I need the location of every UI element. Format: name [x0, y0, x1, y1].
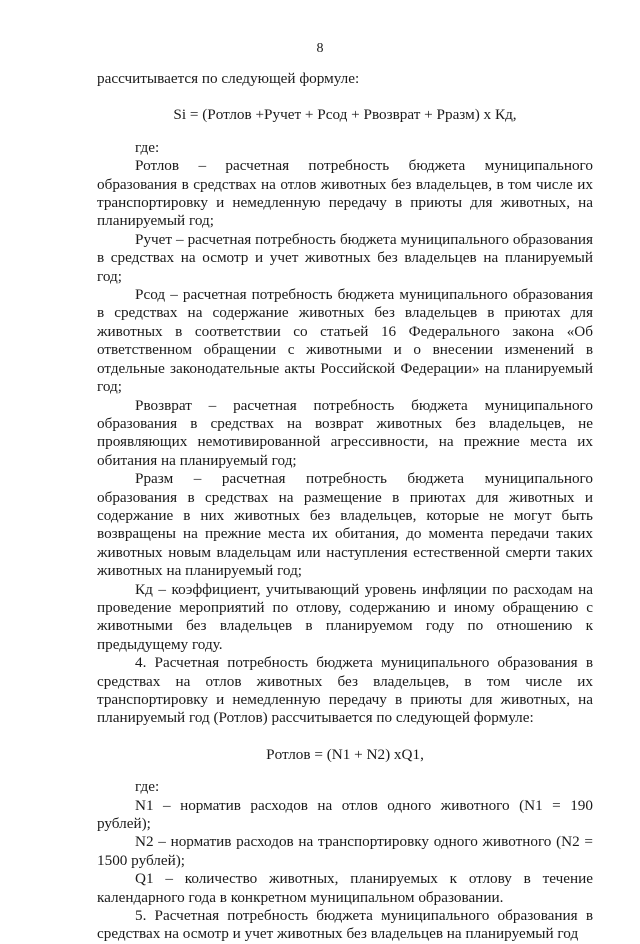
definition-q1: Q1 – количество животных, планируемых к отлову в течение календарного года в конкретном муниципальном образовании.: [97, 870, 593, 906]
definition-kd: Кд – коэффициент, учитывающий уровень инфляции по расходам на проведение мероприятий по отлову, содержанию и иному обращению с животными без владельцев в планируемом году по отношению к предыдущему году.: [97, 580, 593, 653]
definition-p-sod: Pсод – расчетная потребность бюджета муниципального образования в средствах на содержание животных без владельцев в приютах для животных в соответствии со статьей 16 Федерального закона «Об ответственном обращении с животными и о внесении изменений в отдельные законодательные акты Российской Федерации» на планируемый год;: [97, 286, 593, 396]
document-body: [97, 70, 593, 944]
formula-p-otlov: Pотлов = (N1 + N2) xQ1,: [266, 745, 424, 763]
definition-n2: N2 – норматив расходов на транспортировку одного животного (N2 = 1500 рублей);: [97, 833, 593, 869]
definition-p-otlov: Ротлов – расчетная потребность бюджета муниципального образования в средствах на отлов животных без владельцев, в том числе их транспортировку и немедленную передачу в приюты для животных, на планируемый год;: [97, 157, 593, 230]
clause-4: 4. Расчетная потребность бюджета муниципального образования в средствах на отлов животных без владельцев, в том числе их транспортировку и немедленную передачу в приюты для животных, на планируемый год (Ротлов) рассчитывается по следующей формуле:: [97, 654, 593, 727]
clause-5: 5. Расчетная потребность бюджета муниципального образования в средствах на осмотр и учет животных без владельцев на планируемый год: [97, 907, 593, 943]
intro-line: рассчитывается по следующей формуле:: [97, 70, 360, 87]
definition-p-vozvrat: Pвозврат – расчетная потребность бюджета муниципального образования в средствах на возврат животных без владельцев, не проявляющих немотивированной агрессивности, на прежние места их обитания на планируемый год;: [97, 396, 593, 469]
definition-p-uchet: Pучет – расчетная потребность бюджета муниципального образования в средствах на осмотр и учет животных без владельцев на планируемый год;: [97, 230, 593, 285]
formula-si: Si = (Pотлов +Pучет + Pсод + Pвозврат + Pразм) x Кд,: [173, 106, 517, 124]
definition-p-razm: Pразм – расчетная потребность бюджета муниципального образования в средствах на размещение в приютах для животных и содержание в них животных без владельцев, которые не могут быть возвращены на прежние места их обитания, до момента передачи таких животных новым владельцам или наступления естественной смерти таких животных на планируемый год;: [97, 470, 593, 580]
definition-n1: N1 – норматив расходов на отлов одного животного (N1 = 190 рублей);: [97, 796, 593, 833]
where-label: где:: [135, 138, 160, 156]
page-number: 8: [316, 41, 324, 56]
where-label-2: где:: [135, 778, 160, 796]
